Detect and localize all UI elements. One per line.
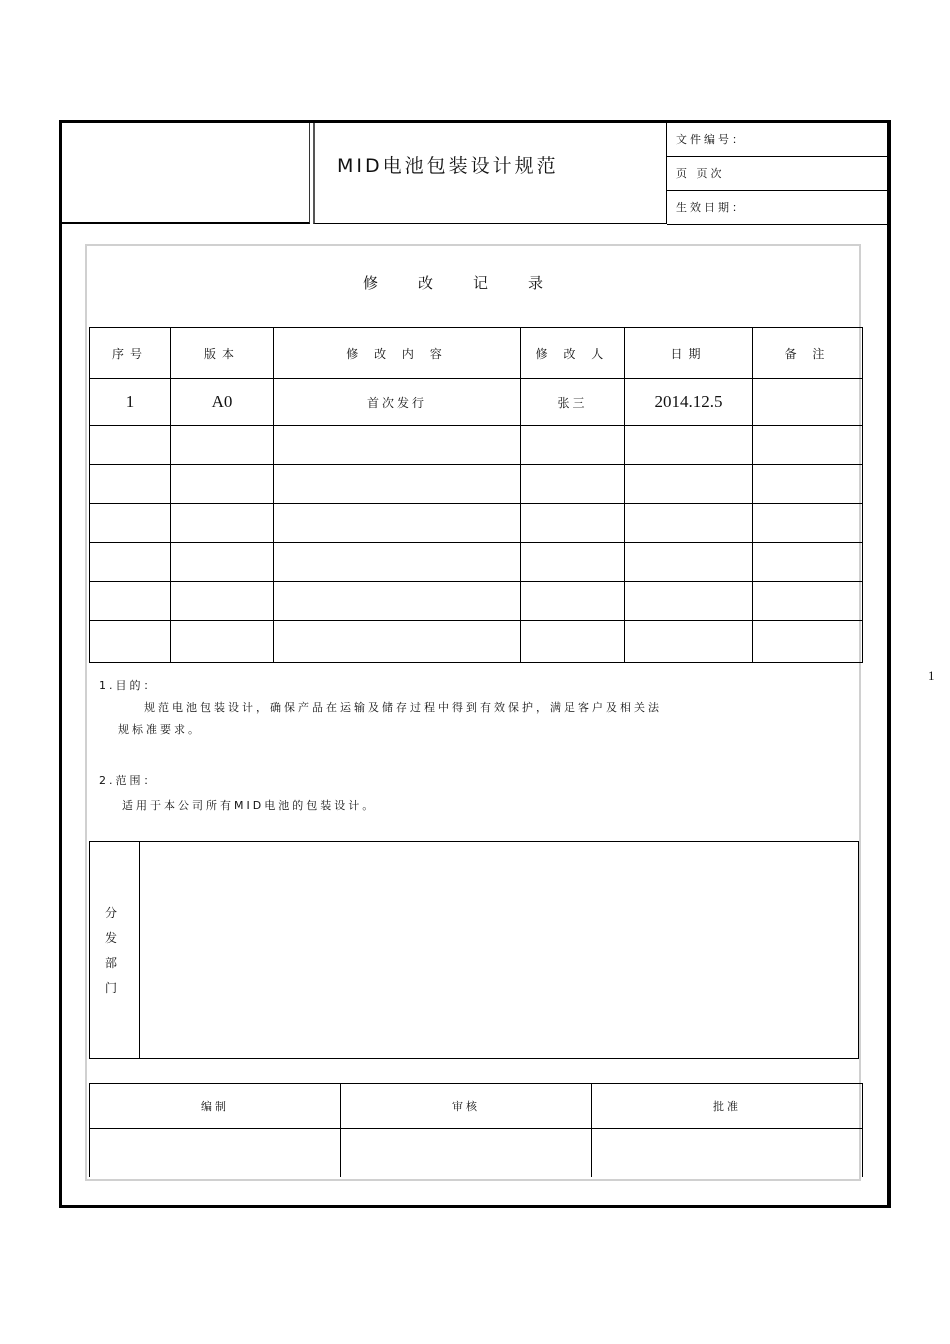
table-cell	[274, 543, 521, 582]
table-row	[90, 582, 863, 621]
approved-by-cell	[592, 1129, 863, 1178]
table-row	[90, 465, 863, 504]
section-heading-purpose: 1.目的：	[99, 679, 158, 692]
table-cell: 1	[90, 379, 171, 426]
table-cell	[521, 426, 625, 465]
table-cell	[274, 582, 521, 621]
logo-area	[62, 123, 310, 224]
table-cell: 张三	[521, 379, 625, 426]
table-cell: 首次发行	[274, 379, 521, 426]
table-cell	[171, 543, 274, 582]
table-cell	[90, 582, 171, 621]
effective-date-field: 生效日期：	[667, 191, 889, 225]
column-header: 版本	[171, 328, 274, 379]
table-cell	[171, 426, 274, 465]
approved-by-header: 批准	[592, 1084, 863, 1129]
table-cell	[625, 621, 753, 663]
column-header: 修 改 人	[521, 328, 625, 379]
table-cell	[753, 504, 863, 543]
table-row	[90, 379, 863, 426]
table-cell	[753, 621, 863, 663]
table-cell	[171, 582, 274, 621]
label-char: 门	[105, 981, 118, 995]
reviewed-by-cell	[341, 1129, 592, 1178]
table-row	[90, 543, 863, 582]
page-side-number: 1	[928, 668, 935, 683]
signature-table	[89, 1083, 863, 1177]
column-header: 日期	[625, 328, 753, 379]
table-cell	[274, 621, 521, 663]
table-cell	[171, 465, 274, 504]
table-cell	[90, 426, 171, 465]
table-cell	[625, 465, 753, 504]
table-cell	[90, 465, 171, 504]
header-info-block	[667, 123, 889, 224]
section-text-line: 适用于本公司所有MID电池的包装设计。	[122, 799, 377, 812]
page-field: 页 页次	[667, 157, 889, 191]
table-cell	[521, 582, 625, 621]
table-cell	[753, 426, 863, 465]
table-header-row	[90, 328, 863, 379]
table-cell	[521, 621, 625, 663]
table-cell	[625, 582, 753, 621]
distribution-box	[89, 841, 859, 1059]
header-title-cell	[313, 123, 667, 224]
label-char: 部	[105, 956, 118, 970]
table-cell	[90, 543, 171, 582]
doc-number-field: 文件编号：	[667, 123, 889, 157]
table-cell	[625, 426, 753, 465]
table-cell: 2014.12.5	[625, 379, 753, 426]
column-header: 序号	[90, 328, 171, 379]
section-text-line: 规标准要求。	[118, 723, 202, 736]
signature-row	[90, 1129, 863, 1178]
table-row	[90, 621, 863, 663]
table-cell	[274, 504, 521, 543]
table-cell	[90, 621, 171, 663]
signature-header-row	[90, 1084, 863, 1129]
revision-table	[89, 327, 863, 663]
column-header: 修 改 内 容	[274, 328, 521, 379]
column-header: 备 注	[753, 328, 863, 379]
table-cell	[521, 465, 625, 504]
label-char: 发	[105, 931, 118, 945]
table-cell: A0	[171, 379, 274, 426]
table-cell	[753, 379, 863, 426]
distribution-label	[90, 842, 140, 1058]
table-cell	[171, 504, 274, 543]
table-row	[90, 426, 863, 465]
label-char: 分	[105, 906, 118, 920]
table-cell	[753, 582, 863, 621]
reviewed-by-header: 审核	[341, 1084, 592, 1129]
table-cell	[274, 426, 521, 465]
section-heading-scope: 2.范围：	[99, 774, 158, 787]
section-text-line: 规范电池包装设计，确保产品在运输及储存过程中得到有效保护，满足客户及相关法	[144, 701, 662, 714]
table-cell	[521, 504, 625, 543]
frame-right-edge	[887, 120, 891, 1208]
table-cell	[521, 543, 625, 582]
table-cell	[753, 465, 863, 504]
document-title: MID电池包装设计规范	[337, 155, 559, 177]
table-row	[90, 504, 863, 543]
table-cell	[753, 543, 863, 582]
table-cell	[274, 465, 521, 504]
prepared-by-header: 编制	[90, 1084, 341, 1129]
table-cell	[625, 504, 753, 543]
record-title: 修改记录	[362, 274, 583, 292]
prepared-by-cell	[90, 1129, 341, 1178]
table-cell	[625, 543, 753, 582]
table-cell	[171, 621, 274, 663]
table-cell	[90, 504, 171, 543]
